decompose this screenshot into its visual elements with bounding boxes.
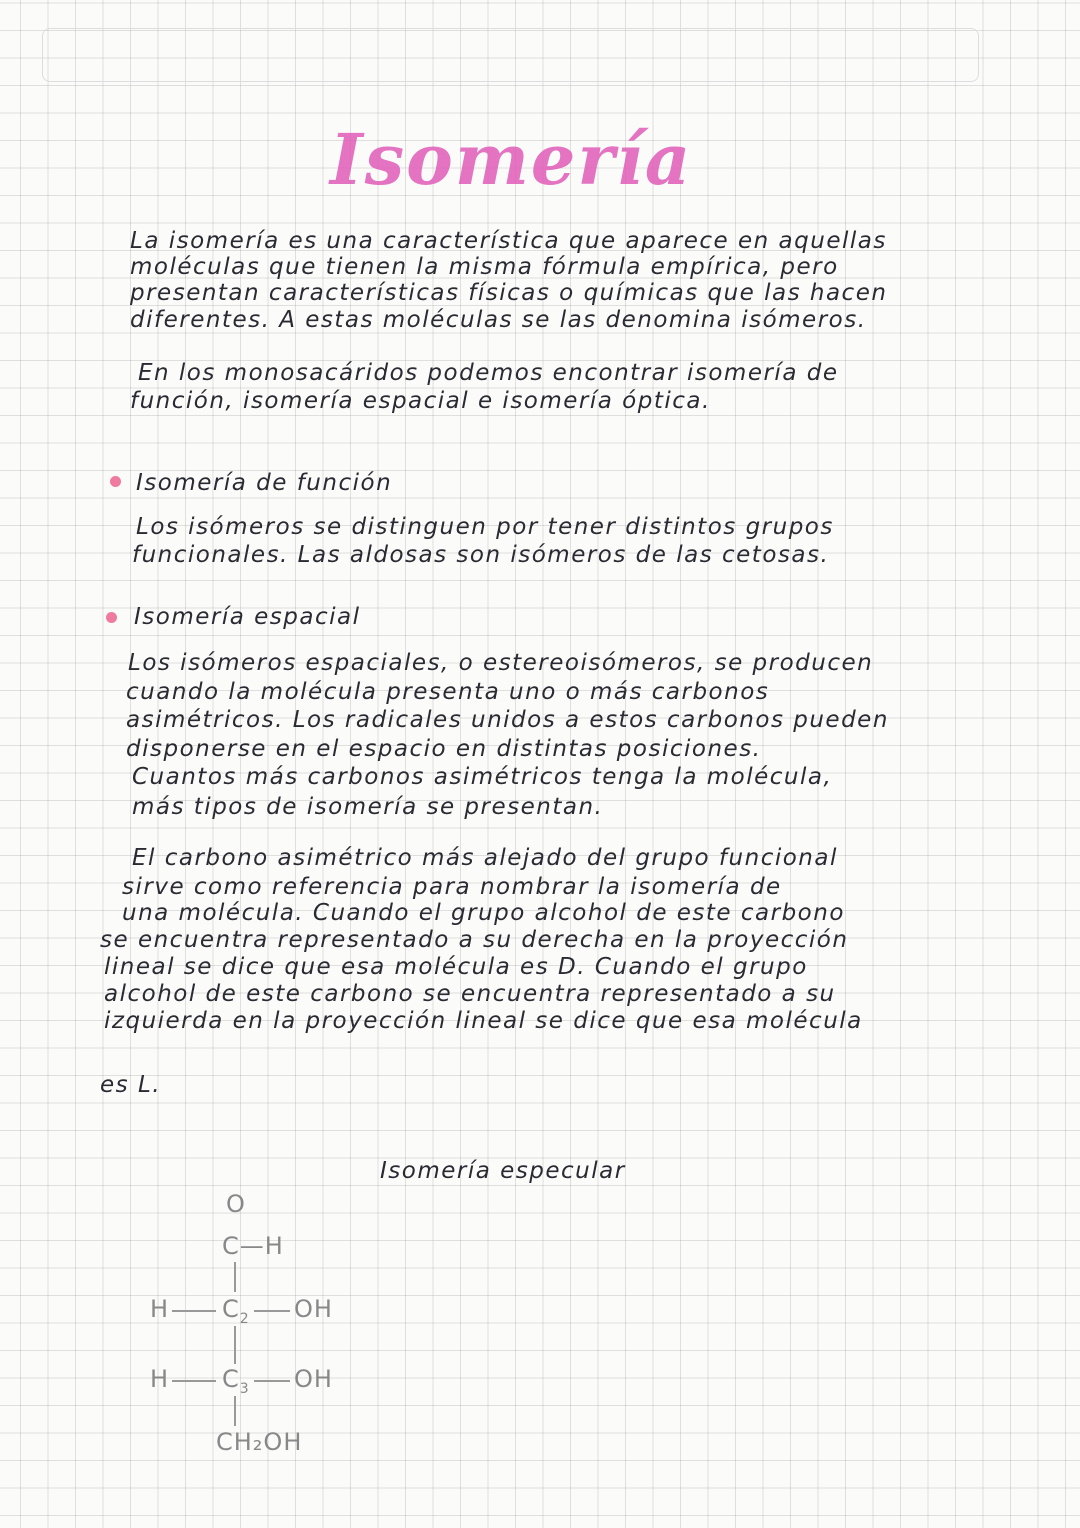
text-line: se encuentra representado a su derecha en la proyección bbox=[100, 927, 849, 953]
hydrogen-label: H bbox=[150, 1365, 170, 1393]
text-line: funcionales. Las aldosas son isómeros de las cetosas. bbox=[132, 542, 830, 568]
carbon-index: 2 bbox=[239, 1310, 250, 1327]
aldehyde-carbon-label: C—H bbox=[222, 1232, 284, 1260]
carbon-symbol: C bbox=[222, 1365, 240, 1393]
text-line: cuando la molécula presenta uno o más carbonos bbox=[126, 679, 770, 705]
bond bbox=[254, 1310, 290, 1312]
hydroxymethyl-label: CH₂OH bbox=[216, 1428, 303, 1456]
text-line: más tipos de isomería se presentan. bbox=[132, 794, 604, 820]
text-line: es L. bbox=[100, 1072, 162, 1098]
bullet-icon bbox=[110, 476, 121, 487]
section-heading: Isomería espacial bbox=[134, 604, 361, 630]
text-line: presentan características físicas o químicas que las hacen bbox=[130, 280, 888, 306]
text-line: sirve como referencia para nombrar la isomería de bbox=[122, 874, 782, 900]
bond bbox=[172, 1310, 216, 1312]
text-line: Cuantos más carbonos asimétricos tenga la molécula, bbox=[132, 764, 833, 790]
text-line: Los isómeros espaciales, o estereoisómeros, se producen bbox=[128, 650, 874, 676]
text-line: asimétricos. Los radicales unidos a estos carbonos pueden bbox=[126, 707, 889, 733]
text-line: alcohol de este carbono se encuentra representado a su bbox=[104, 981, 836, 1007]
text-line: La isomería es una característica que aparece en aquellas bbox=[130, 228, 887, 254]
text-line: moléculas que tienen la misma fórmula empírica, pero bbox=[130, 254, 839, 280]
text-line: El carbono asimétrico más alejado del grupo funcional bbox=[132, 845, 838, 871]
text-line: lineal se dice que esa molécula es D. Cuando el grupo bbox=[104, 954, 808, 980]
bond bbox=[254, 1380, 290, 1382]
section-heading: Isomería de función bbox=[136, 470, 393, 496]
text-line: En los monosacáridos podemos encontrar isomería de bbox=[138, 360, 839, 386]
text-line: disponerse en el espacio en distintas posiciones. bbox=[126, 736, 762, 762]
bond bbox=[172, 1380, 216, 1382]
text-line: Los isómeros se distinguen por tener distintos grupos bbox=[136, 514, 834, 540]
section-heading: Isomería especular bbox=[380, 1158, 626, 1184]
oxygen-label: O bbox=[226, 1190, 246, 1218]
carbon-index: 3 bbox=[239, 1380, 250, 1397]
hydrogen-label: H bbox=[150, 1295, 170, 1323]
text-line: función, isomería espacial e isomería óptica. bbox=[130, 388, 711, 414]
carbon-3-label bbox=[222, 1365, 250, 1397]
hydroxyl-label: OH bbox=[294, 1295, 333, 1323]
hydroxyl-label: OH bbox=[294, 1365, 333, 1393]
bullet-icon bbox=[106, 612, 117, 623]
carbon-symbol: C bbox=[222, 1295, 240, 1323]
notebook-header-box bbox=[42, 28, 979, 82]
page-title: Isomería bbox=[330, 118, 693, 201]
bond bbox=[234, 1326, 236, 1364]
text-line: una molécula. Cuando el grupo alcohol de este carbono bbox=[122, 900, 845, 926]
carbon-2-label bbox=[222, 1295, 250, 1327]
text-line: diferentes. A estas moléculas se las denomina isómeros. bbox=[130, 307, 867, 333]
bond bbox=[234, 1262, 236, 1292]
text-line: izquierda en la proyección lineal se dice que esa molécula bbox=[104, 1008, 863, 1034]
bond bbox=[234, 1396, 236, 1426]
